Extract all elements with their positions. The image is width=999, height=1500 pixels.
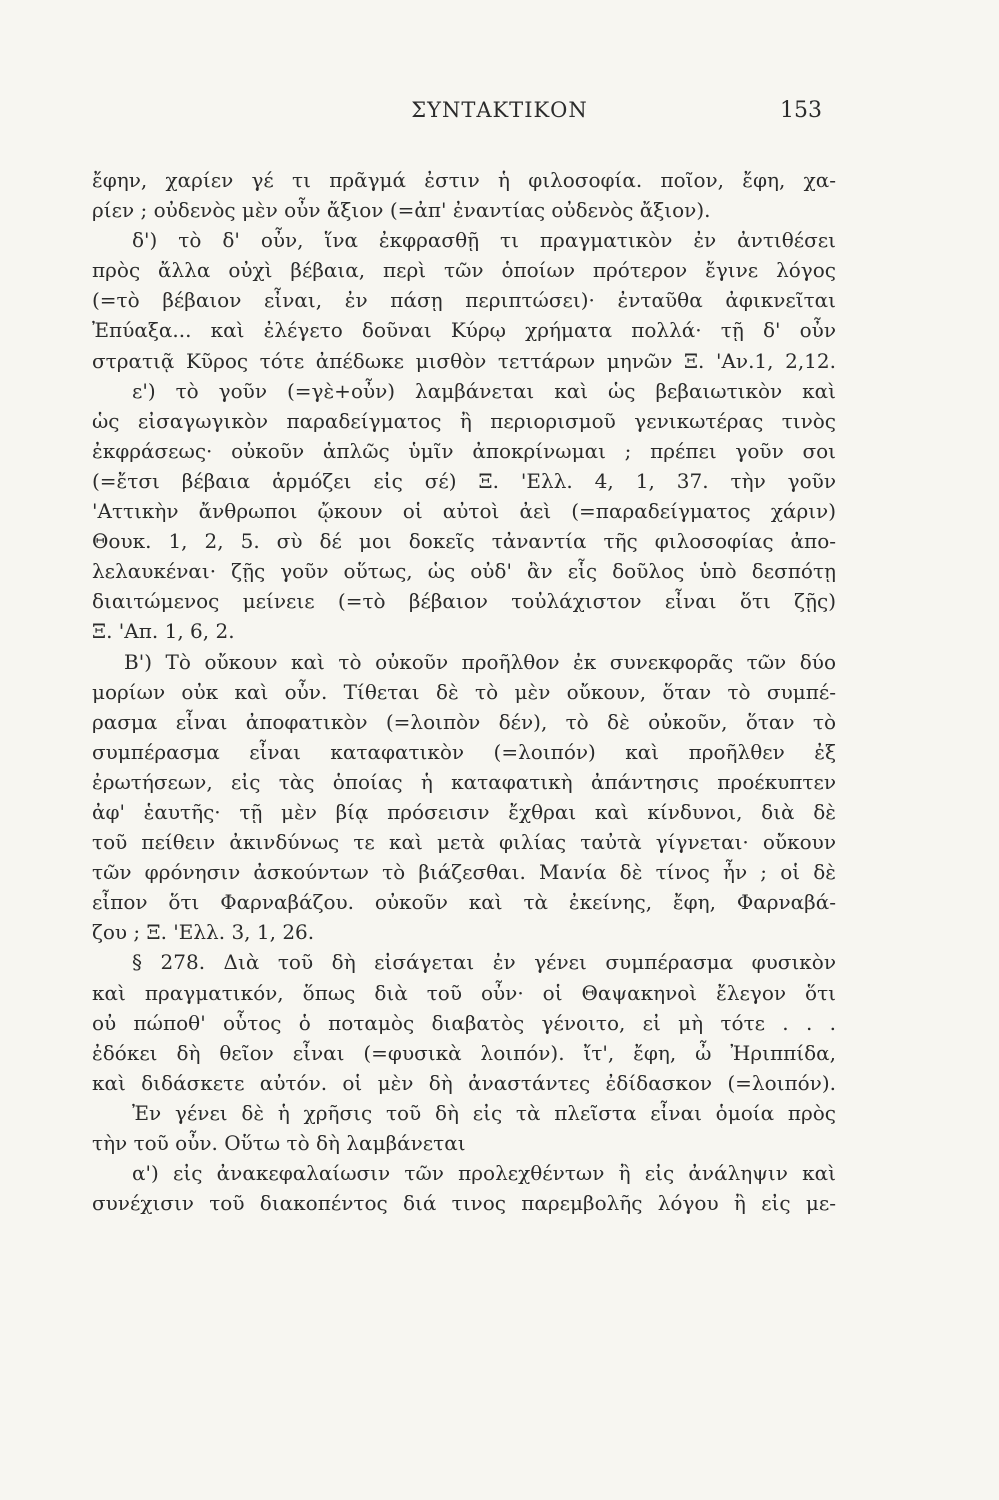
text-line: (=ἔτσι βέβαια ἁρμόζει εἰς σέ) Ξ. 'Ελλ. 4, 1, 37. τὴν γοῦν — [92, 468, 836, 493]
text-line: μορίων οὐκ καὶ οὖν. Τίθεται δὲ τὸ μὲν οὔκουν, ὅταν τὸ συμπέ- — [92, 679, 836, 704]
text-line: τὴν τοῦ οὖν. Οὕτω τὸ δὴ λαμβάνεται — [92, 1131, 466, 1155]
text-line: ζου ; Ξ. 'Ελλ. 3, 1, 26. — [92, 920, 315, 945]
text-line: § 278. Διὰ τοῦ δὴ εἰσάγεται ἐν γένει συμπέρασμα φυσικὸν — [132, 950, 836, 975]
text-line: διαιτώμενος μείνειε (=τὸ βέβαιον τοὐλάχιστον εἶναι ὅτι ζῇς) — [92, 589, 836, 614]
running-head — [0, 98, 999, 128]
text-line: ἀφ' ἑαυτῆς· τῇ μὲν βίᾳ πρόσεισιν ἔχθραι καὶ κίνδυνοι, διὰ δὲ — [92, 799, 836, 824]
text-line: στρατιᾷ Κῦρος τότε ἀπέδωκε μισθὸν τεττάρων μηνῶν Ξ. 'Αν.1, 2,12. — [92, 348, 836, 373]
text-line: καὶ διδάσκετε αὐτόν. οἱ μὲν δὴ ἀναστάντες ἐδίδασκον (=λοιπόν). — [92, 1070, 836, 1095]
page-number: 153 — [780, 98, 822, 123]
text-line: ρασμα εἶναι ἀποφατικὸν (=λοιπὸν δέν), τὸ δὲ οὐκοῦν, ὅταν τὸ — [92, 709, 836, 734]
text-line: ἐδόκει δὴ θεῖον εἶναι (=φυσικὰ λοιπόν). ἴτ', ἔφη, ὦ Ἠριππίδα, — [92, 1040, 836, 1065]
text-line: (=τὸ βέβαιον εἶναι, ἐν πάσῃ περιπτώσει)· ἐνταῦθα ἀφικνεῖται — [92, 288, 836, 313]
text-line: ἐρωτήσεων, εἰς τὰς ὁποίας ἡ καταφατικὴ ἀπάντησις προέκυπτεν — [92, 769, 836, 794]
body-text — [92, 165, 836, 1218]
text-line: λελαυκέναι· ζῇς γοῦν οὕτως, ὡς οὐδ' ἂν εἷς δοῦλος ὑπὸ δεσπότῃ — [92, 559, 836, 584]
text-line: ἐκφράσεως· οὐκοῦν ἁπλῶς ὑμῖν ἀποκρίνωμαι ; πρέπει γοῦν σοι — [92, 438, 836, 463]
text-line: οὐ πώποθ' οὗτος ὁ ποταμὸς διαβατὸς γένοιτο, εἰ μὴ τότε . . . — [92, 1010, 836, 1035]
text-line: πρὸς ἄλλα οὐχὶ βέβαια, περὶ τῶν ὁποίων πρότερον ἔγινε λόγος — [92, 258, 836, 283]
text-line: ε') τὸ γοῦν (=γὲ+οὖν) λαμβάνεται καὶ ὡς βεβαιωτικὸν καὶ — [132, 378, 836, 403]
text-line: συνέχισιν τοῦ διακοπέντος διά τινος παρεμβολῆς λόγου ἢ εἰς με- — [92, 1191, 836, 1216]
text-line: α') εἰς ἀνακεφαλαίωσιν τῶν προλεχθέντων ἢ εἰς ἀνάληψιν καὶ — [132, 1161, 836, 1186]
text-line: Ἐν γένει δὲ ἡ χρῆσις τοῦ δὴ εἰς τὰ πλεῖστα εἶναι ὁμοία πρὸς — [132, 1100, 836, 1125]
text-line: εἶπον ὅτι Φαρναβάζου. οὐκοῦν καὶ τὰ ἐκείνης, ἔφη, Φαρναβά- — [92, 890, 836, 915]
text-line: δ') τὸ δ' οὖν, ἵνα ἐκφρασθῇ τι πραγματικὸν ἐν ἀντιθέσει — [132, 228, 836, 253]
text-line: ὡς εἰσαγωγικὸν παραδείγματος ἢ περιορισμοῦ γενικωτέρας τινὸς — [92, 408, 836, 433]
text-line: Θουκ. 1, 2, 5. σὺ δέ μοι δοκεῖς τἀναντία τῆς φιλοσοφίας ἀπο- — [92, 529, 836, 554]
text-line: συμπέρασμα εἶναι καταφατικὸν (=λοιπόν) καὶ προῆλθεν ἐξ — [92, 739, 836, 764]
text-line: ρίεν ; οὐδενὸς μὲν οὖν ἄξιον (=ἀπ' ἐναντίας οὐδενὸς ἄξιον). — [92, 198, 711, 223]
page-title: ΣΥΝΤΑΚΤΙΚΟΝ — [411, 98, 588, 122]
text-line: Ἐπύαξα... καὶ ἐλέγετο δοῦναι Κύρῳ χρήματα πολλά· τῇ δ' οὖν — [92, 318, 836, 343]
text-line: τῶν φρόνησιν ἀσκούντων τὸ βιάζεσθαι. Μανία δὲ τίνος ἦν ; οἱ δὲ — [92, 860, 836, 885]
text-line: καὶ πραγματικόν, ὅπως διὰ τοῦ οὖν· οἱ Θαψακηνοὶ ἔλεγον ὅτι — [92, 980, 836, 1005]
text-line: 'Αττικὴν ἄνθρωποι ᾤκουν οἱ αὐτοὶ ἀεὶ (=παραδείγματος χάριν) — [92, 499, 836, 524]
text-line: Ξ. 'Απ. 1, 6, 2. — [92, 619, 235, 644]
text-line: ἔφην, χαρίεν γέ τι πρᾶγμά ἐστιν ἡ φιλοσοφία. ποῖον, ἔφη, χα- — [92, 168, 836, 192]
text-line: τοῦ πείθειν ἀκινδύνως τε καὶ μετὰ φιλίας ταὐτὰ γίγνεται· οὔκουν — [92, 830, 836, 855]
text-line: Β') Τὸ οὔκουν καὶ τὸ οὐκοῦν προῆλθον ἐκ συνεκφορᾶς τῶν δύο — [124, 649, 836, 674]
